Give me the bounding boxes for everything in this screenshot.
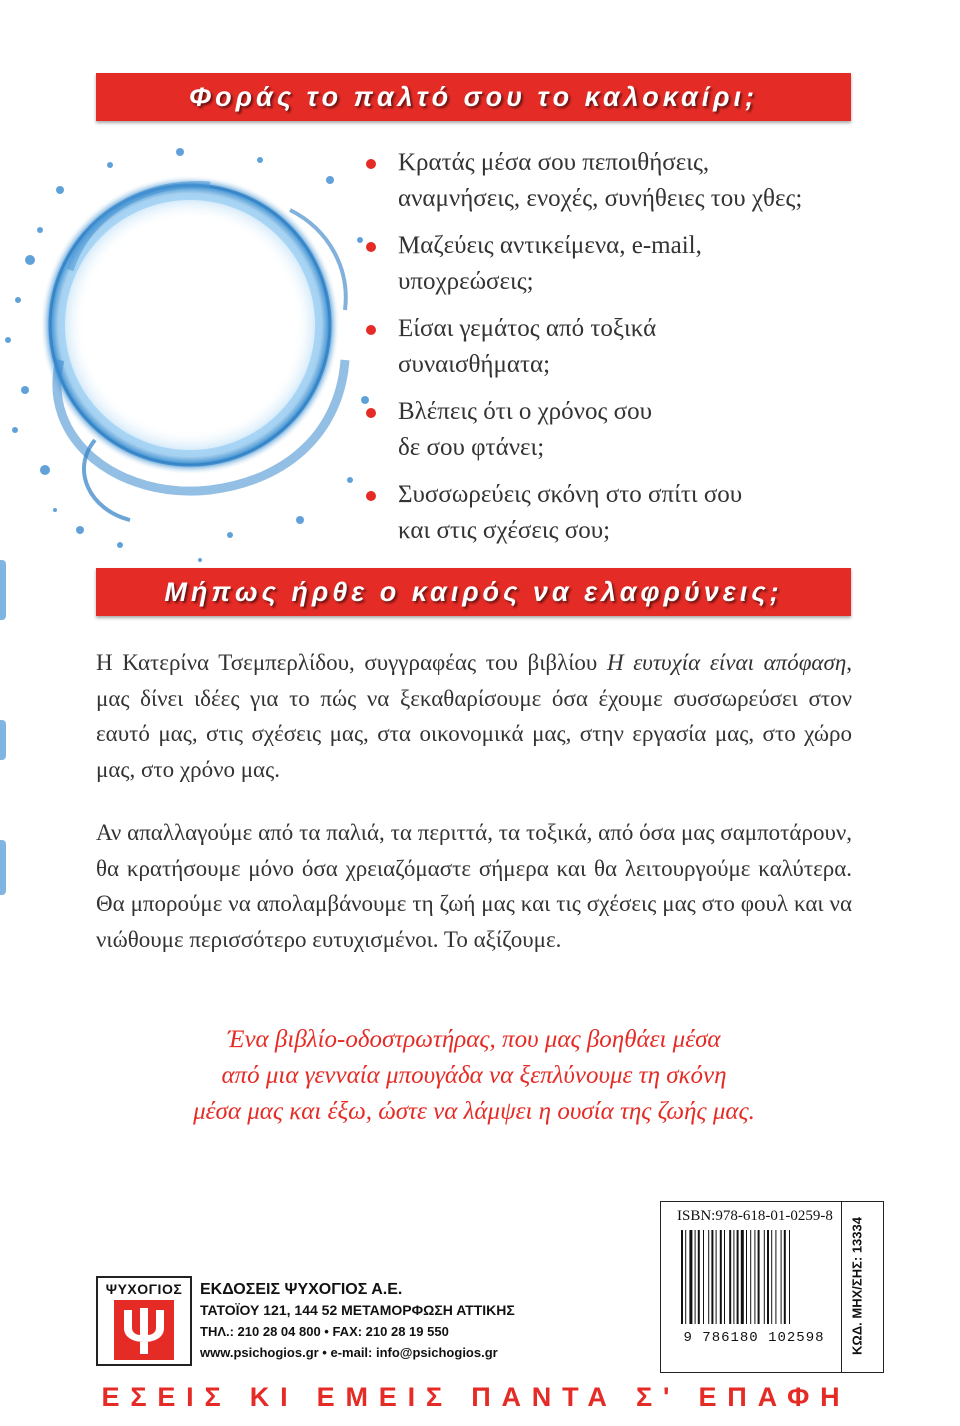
book-title: Η ευτυχία είναι απόφαση bbox=[606, 650, 847, 675]
water-drop-decoration bbox=[0, 720, 6, 760]
list-item: Κρατάς μέσα σου πεποιθήσεις, αναμνήσεις, ενοχές, συνήθειες του χθες; bbox=[366, 145, 846, 217]
red-dot-icon bbox=[366, 408, 376, 418]
isbn-label: ISBN:978-618-01-0259-8 bbox=[677, 1208, 833, 1224]
barcode-bar bbox=[698, 1230, 700, 1324]
barcode-icon bbox=[679, 1230, 829, 1324]
barcode-bar bbox=[716, 1230, 717, 1324]
psi-symbol-icon bbox=[114, 1300, 174, 1360]
barcode-bar bbox=[767, 1230, 769, 1324]
barcode-bar bbox=[771, 1230, 772, 1324]
barcode-bar bbox=[729, 1230, 731, 1324]
publisher-address: ΤΑΤΟΪΟΥ 121, 144 52 ΜΕΤΑΜΟΡΦΩΣΗ ΑΤΤΙΚΗΣ bbox=[200, 1302, 515, 1318]
intro-paragraph: Η Κατερίνα Τσεμπερλίδου, συγγραφέας του βιβλίου Η ευτυχία είναι απόφαση, μας δίνει ιδέες για το πώς να ξεκαθαρίσουμε όσα έχουμε συσσωρεύσει στον εαυτό μας, στις σχέσεις μας, στα οικονομικά μας, στην εργασία μας, στο χώρο μας, στο χρόνο μας. bbox=[96, 650, 852, 782]
red-dot-icon bbox=[366, 491, 376, 501]
red-dot-icon bbox=[366, 325, 376, 335]
logo-text: ΨΥΧΟΓΙΟΣ bbox=[105, 1281, 183, 1297]
barcode-bar bbox=[708, 1230, 709, 1324]
barcode-bar bbox=[733, 1230, 734, 1324]
water-drop-decoration bbox=[0, 560, 6, 620]
barcode-bar bbox=[724, 1230, 725, 1324]
header-banner bbox=[96, 73, 851, 121]
product-code: ΚΩΔ. ΜΗΧ/ΣΗΣ: 13334 bbox=[849, 1217, 865, 1355]
list-item: Συσσωρεύεις σκόνη στο σπίτι σου και στις σχέσεις σου; bbox=[366, 477, 846, 549]
mid-banner-text: Μήπως ήρθε ο καιρός να ελαφρύνεις; bbox=[164, 577, 783, 607]
body-paragraph: Αν απαλλαγούμε από τα παλιά, τα περιττά, τα τοξικά, από όσα μας σαμποτάρουν, θα κρατήσουμε μόνο όσα χρειαζόμαστε σήμερα και θα λειτουργούμε καλύτερα. Θα μπορούμε να απολαμβάνουμε τη ζωή μας και τις σχέσεις μας στο φουλ και να νιώθουμε περισσότερο ευτυχισμένοι. Το αξίζουμε. bbox=[96, 820, 852, 952]
barcode-bar bbox=[784, 1230, 786, 1324]
list-item: Είσαι γεμάτος από τοξικά συναισθήματα; bbox=[366, 311, 846, 383]
barcode-bar bbox=[789, 1230, 790, 1324]
barcode-bar bbox=[754, 1230, 755, 1324]
barcode-bar bbox=[775, 1230, 776, 1324]
barcode-bar bbox=[781, 1230, 782, 1324]
red-dot-icon bbox=[366, 242, 376, 252]
water-drop-decoration bbox=[0, 840, 6, 895]
slogan: ΕΣΕΙΣ ΚΙ ΕΜΕΙΣ ΠΑΝΤΑ Σ' ΕΠΑΦΗ bbox=[101, 1382, 851, 1412]
list-item: Μαζεύεις αντικείμενα, e-mail, υποχρεώσεις; bbox=[366, 228, 846, 300]
list-item: Βλέπεις ότι ο χρόνος σου δε σου φτάνει; bbox=[366, 394, 846, 466]
publisher-phone: ΤΗΛ.: 210 28 04 800 • FAX: 210 28 19 550 bbox=[200, 1324, 449, 1339]
barcode-bar bbox=[681, 1230, 683, 1324]
publisher-logo bbox=[96, 1276, 192, 1366]
barcode-bar bbox=[685, 1230, 686, 1324]
barcode-bar bbox=[689, 1230, 692, 1324]
barcode-box bbox=[660, 1201, 884, 1373]
barcode-bar bbox=[703, 1230, 704, 1324]
barcode-digits: 9 786180 102598 bbox=[683, 1330, 825, 1346]
barcode-bar bbox=[758, 1230, 760, 1324]
barcode-bar bbox=[741, 1230, 744, 1324]
divider bbox=[841, 1202, 842, 1372]
barcode-bar bbox=[720, 1230, 722, 1324]
barcode-bar bbox=[746, 1230, 747, 1324]
barcode-bar bbox=[737, 1230, 739, 1324]
barcode-bar bbox=[750, 1230, 751, 1324]
mid-banner bbox=[96, 568, 851, 616]
barcode-bar bbox=[695, 1230, 696, 1324]
publisher-info bbox=[200, 1279, 515, 1363]
publisher-name: ΕΚΔΟΣΕΙΣ ΨΥΧΟΓΙΟΣ Α.Ε. bbox=[200, 1281, 403, 1298]
red-dot-icon bbox=[366, 159, 376, 169]
publisher-web: www.psichogios.gr • e-mail: info@psichogios.gr bbox=[200, 1345, 498, 1360]
header-banner-text: Φοράς το παλτό σου το καλοκαίρι; bbox=[188, 82, 759, 112]
bullet-list bbox=[366, 145, 846, 560]
barcode-bar bbox=[764, 1230, 765, 1324]
water-splash-illustration bbox=[0, 140, 380, 570]
barcode-bar bbox=[711, 1230, 713, 1324]
pull-quote: Ένα βιβλίο-οδοστρωτήρας, που μας βοηθάει μέσα από μια γενναία μπουγάδα να ξεπλύνουμε τη σκόνη μέσα μας και έξω, ώστε να λάμψει η ουσία της ζωής μας. bbox=[193, 1026, 755, 1125]
